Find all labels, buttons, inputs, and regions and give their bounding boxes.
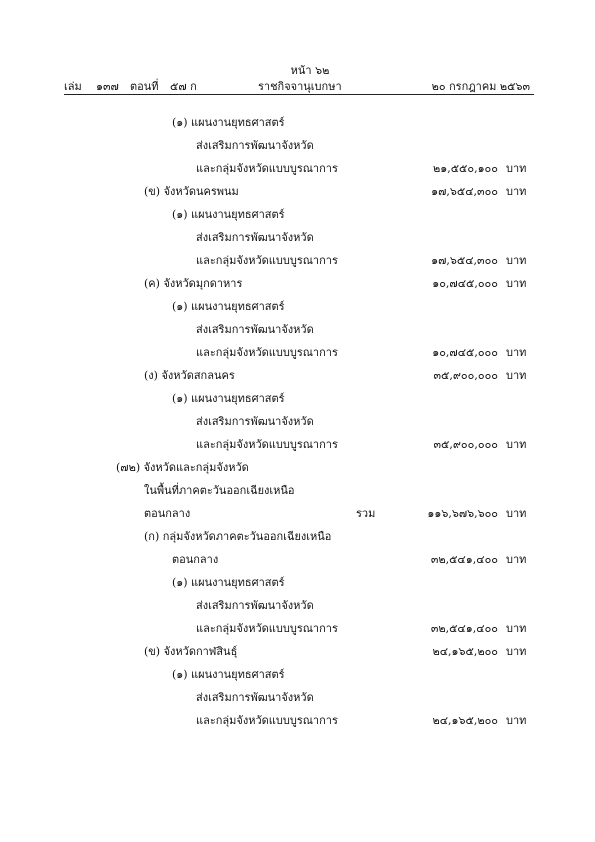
- line-text: (ก) กลุ่มจังหวัดภาคตะวันออกเฉียงเหนือ: [144, 530, 332, 543]
- line-text: (๗๒) จังหวัดและกลุ่มจังหวัด: [116, 461, 249, 474]
- line-text: (๑) แผนงานยุทธศาสตร์: [172, 576, 285, 589]
- line-text: และกลุ่มจังหวัดแบบบูรณาการ: [196, 162, 338, 175]
- line-amount: ๓๒,๕๔๑,๔๐๐: [430, 553, 498, 566]
- total-label: รวม: [356, 507, 376, 520]
- volume-number: ๑๓๗: [96, 80, 119, 93]
- page-number: หน้า ๖๒: [290, 64, 330, 77]
- line-text: และกลุ่มจังหวัดแบบบูรณาการ: [196, 254, 338, 267]
- currency-unit: บาท: [506, 507, 527, 520]
- line-text: (ข) จังหวัดกาฬสินธุ์: [144, 645, 238, 658]
- line-text: ส่งเสริมการพัฒนาจังหวัด: [196, 323, 314, 336]
- line-text: และกลุ่มจังหวัดแบบบูรณาการ: [196, 438, 338, 451]
- publication-date: ๒๐ กรกฎาคม ๒๕๖๓: [431, 80, 530, 93]
- line-text: (๑) แผนงานยุทธศาสตร์: [172, 392, 285, 405]
- line-amount: ๒๔,๑๖๕,๒๐๐: [432, 714, 498, 727]
- line-amount: ๒๑,๕๕๐,๑๐๐: [432, 162, 498, 175]
- currency-unit: บาท: [506, 438, 527, 451]
- currency-unit: บาท: [506, 254, 527, 267]
- line-amount: ๑๑๖,๖๗๖,๖๐๐: [427, 507, 498, 520]
- line-text: ส่งเสริมการพัฒนาจังหวัด: [196, 139, 314, 152]
- header-divider: [64, 94, 534, 95]
- line-amount: ๓๕,๙๐๐,๐๐๐: [433, 438, 498, 451]
- line-text: ในพื้นที่ภาคตะวันออกเฉียงเหนือ: [144, 484, 295, 497]
- currency-unit: บาท: [506, 622, 527, 635]
- line-text: ส่งเสริมการพัฒนาจังหวัด: [196, 691, 314, 704]
- line-amount: ๓๕,๙๐๐,๐๐๐: [433, 369, 498, 382]
- section-number: ๕๗ ก: [170, 80, 197, 93]
- volume-label: เล่ม: [64, 80, 82, 93]
- line-text: ตอนกลาง: [144, 507, 191, 520]
- line-text: (๑) แผนงานยุทธศาสตร์: [172, 208, 285, 221]
- section-label: ตอนที่: [130, 80, 159, 93]
- line-text: (ค) จังหวัดมุกดาหาร: [144, 277, 243, 290]
- currency-unit: บาท: [506, 714, 527, 727]
- currency-unit: บาท: [506, 369, 527, 382]
- currency-unit: บาท: [506, 162, 527, 175]
- line-text: (ง) จังหวัดสกลนคร: [144, 369, 235, 382]
- line-text: ส่งเสริมการพัฒนาจังหวัด: [196, 415, 314, 428]
- line-text: และกลุ่มจังหวัดแบบบูรณาการ: [196, 714, 338, 727]
- currency-unit: บาท: [506, 645, 527, 658]
- publication-title: ราชกิจจานุเบกษา: [258, 80, 342, 93]
- line-text: ส่งเสริมการพัฒนาจังหวัด: [196, 599, 314, 612]
- currency-unit: บาท: [506, 185, 527, 198]
- line-text: (๑) แผนงานยุทธศาสตร์: [172, 668, 285, 681]
- currency-unit: บาท: [506, 277, 527, 290]
- line-text: และกลุ่มจังหวัดแบบบูรณาการ: [196, 622, 338, 635]
- line-text: (ข) จังหวัดนครพนม: [144, 185, 239, 198]
- line-amount: ๒๔,๑๖๕,๒๐๐: [432, 645, 498, 658]
- line-text: (๑) แผนงานยุทธศาสตร์: [172, 116, 285, 129]
- line-amount: ๑๗,๖๕๔,๓๐๐: [431, 254, 498, 267]
- line-amount: ๑๗,๖๕๔,๓๐๐: [431, 185, 498, 198]
- currency-unit: บาท: [506, 553, 527, 566]
- line-amount: ๑๐,๗๔๕,๐๐๐: [432, 277, 498, 290]
- line-amount: ๑๐,๗๔๕,๐๐๐: [432, 346, 498, 359]
- line-amount: ๓๒,๕๔๑,๔๐๐: [430, 622, 498, 635]
- currency-unit: บาท: [506, 346, 527, 359]
- line-text: ตอนกลาง: [172, 553, 219, 566]
- line-text: ส่งเสริมการพัฒนาจังหวัด: [196, 231, 314, 244]
- line-text: (๑) แผนงานยุทธศาสตร์: [172, 300, 285, 313]
- line-text: และกลุ่มจังหวัดแบบบูรณาการ: [196, 346, 338, 359]
